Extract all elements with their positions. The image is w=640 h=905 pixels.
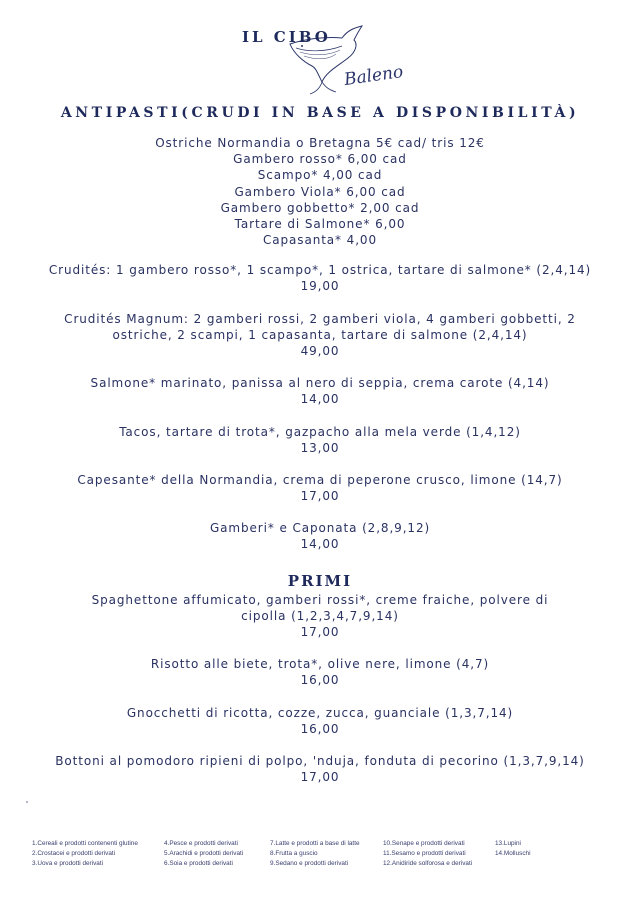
dish-name: Risotto alle biete, trota*, olive nere, limone (4,7) bbox=[150, 657, 490, 671]
allergen-item: 13.Lupini bbox=[495, 840, 521, 847]
allergen-column bbox=[383, 839, 472, 869]
raw-list bbox=[20, 135, 620, 248]
raw-item: Gambero gobbetto* 2,00 cad bbox=[220, 200, 420, 215]
allergen-item: 9.Sedano e prodotti derivati bbox=[270, 860, 349, 867]
dish-item bbox=[20, 520, 620, 552]
dish-price: 49,00 bbox=[300, 344, 340, 359]
allergen-column bbox=[270, 839, 360, 869]
primi-title: PRIMI bbox=[287, 572, 353, 590]
allergen-item: 11.Sesamo e prodotti derivati bbox=[383, 850, 466, 857]
antipasti-title: ANTIPASTI(CRUDI IN BASE A DISPONIBILITÀ) bbox=[60, 105, 580, 121]
raw-item: Capasanta* 4,00 bbox=[262, 233, 377, 248]
dish-price: 14,00 bbox=[300, 392, 340, 407]
dish-name: Crudités Magnum: 2 gamberi rossi, 2 gamberi viola, 4 gamberi gobbetti, 2 ostriche, 2 scampi, 1 capasanta, tartare di salmone (2,4,14) bbox=[64, 312, 576, 343]
logo-script: Baleno bbox=[342, 61, 405, 91]
dish-price: 19,00 bbox=[300, 279, 340, 294]
dish-item bbox=[20, 753, 620, 785]
dish-name: Capesante* della Normandia, crema di peperone crusco, limone (14,7) bbox=[77, 473, 563, 487]
raw-item: Scampo* 4,00 cad bbox=[257, 168, 383, 183]
allergen-item: 10.Senape e prodotti derivati bbox=[383, 840, 465, 847]
dish-price: 16,00 bbox=[300, 722, 340, 737]
dish-item bbox=[20, 656, 620, 688]
allergen-column bbox=[32, 839, 138, 869]
dish-name: Bottoni al pomodoro ripieni di polpo, 'nduja, fonduta di pecorino (1,3,7,9,14) bbox=[55, 754, 585, 768]
allergen-item: 3.Uova e prodotti derivati bbox=[32, 860, 104, 867]
dish-item bbox=[20, 262, 620, 294]
stray-dot bbox=[26, 801, 28, 803]
dish-item bbox=[20, 375, 620, 407]
allergen-item: 1.Cereali e prodotti contenenti glutine bbox=[32, 840, 138, 847]
dish-item bbox=[20, 705, 620, 737]
allergen-item: 12.Anidiride solforosa e derivati bbox=[383, 860, 473, 867]
allergen-item: 4.Pesce e prodotti derivati bbox=[164, 840, 238, 847]
dish-name: Gamberi* e Caponata (2,8,9,12) bbox=[209, 521, 431, 535]
dish-name: Crudités: 1 gambero rosso*, 1 scampo*, 1 ostrica, tartare di salmone* (2,4,14) bbox=[48, 263, 592, 277]
allergen-item: 14.Molluschi bbox=[495, 850, 531, 857]
dish-price: 17,00 bbox=[300, 770, 340, 785]
dish-item bbox=[70, 592, 570, 641]
allergen-item: 8.Frutta a guscio bbox=[270, 850, 318, 857]
dish-name: Spaghettone affumicato, gamberi rossi*, creme fraiche, polvere di cipolla (1,2,3,4,7,9,14) bbox=[91, 593, 549, 624]
dish-item bbox=[20, 424, 620, 456]
dish-item bbox=[60, 311, 580, 360]
allergen-item: 7.Latte e prodotti a base di latte bbox=[270, 840, 360, 847]
dish-name: Tacos, tartare di trota*, gazpacho alla mela verde (1,4,12) bbox=[119, 425, 521, 439]
logo-title: IL CIBO bbox=[242, 28, 331, 46]
dish-price: 17,00 bbox=[300, 489, 340, 504]
allergen-column bbox=[164, 839, 243, 869]
raw-item: Gambero rosso* 6,00 cad bbox=[233, 152, 407, 167]
allergen-item: 6.Soia e prodotti derivati bbox=[164, 860, 233, 867]
allergen-item: 2.Crostacei e prodotti derivati bbox=[32, 850, 116, 857]
dish-price: 16,00 bbox=[300, 673, 340, 688]
allergen-item: 5.Arachidi e prodotti derivati bbox=[164, 850, 244, 857]
raw-item: Ostriche Normandia o Bretagna 5€ cad/ tris 12€ bbox=[155, 136, 485, 150]
dish-price: 17,00 bbox=[300, 625, 340, 640]
raw-item: Tartare di Salmone* 6,00 bbox=[234, 217, 406, 232]
dish-name: Gnocchetti di ricotta, cozze, zucca, guanciale (1,3,7,14) bbox=[126, 706, 514, 720]
dish-name: Salmone* marinato, panissa al nero di seppia, crema carote (4,14) bbox=[90, 376, 550, 390]
dish-item bbox=[20, 472, 620, 504]
restaurant-logo bbox=[0, 22, 640, 102]
raw-item: Gambero Viola* 6,00 cad bbox=[234, 184, 406, 199]
dish-price: 14,00 bbox=[300, 537, 340, 552]
dish-price: 13,00 bbox=[300, 441, 340, 456]
allergen-column bbox=[495, 839, 531, 859]
